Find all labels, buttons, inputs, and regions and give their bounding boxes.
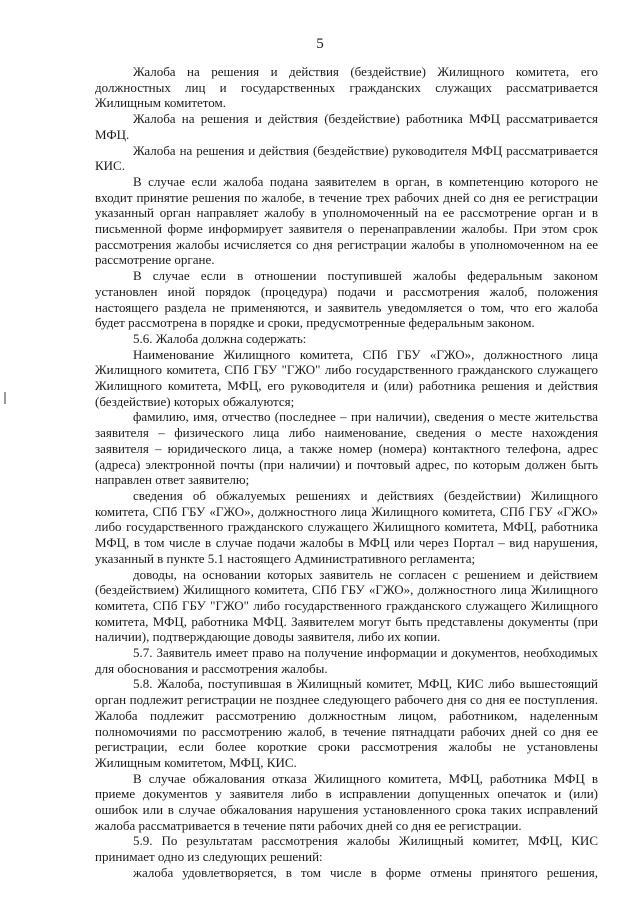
paragraph-5-9: 5.9. По результатам рассмотрения жалобы Жилищный комитет, МФЦ, КИС принимает одно из следующих решений: (95, 833, 598, 865)
paragraph-refusal-appeal: В случае обжалования отказа Жилищного комитета, МФЦ, работника МФЦ в приеме документов у заявителя либо в исправлении допущенных опечаток и (или) ошибок или в случае обжалования нарушения установленного срока таких исправлений жалоба рассматривается в течение пяти рабочих дней со дня ее регистрации. (95, 770, 598, 833)
paragraph-federal-law: В случае если в отношении поступившей жалобы федеральным законом установлен иной порядок (процедура) подачи и рассмотрения жалоб, положения настоящего раздела не применяются, и заявитель уведомляется о том, что его жалоба будет рассмотрена в порядке и сроки, предусмотренные федеральным законом. (95, 268, 598, 331)
document-body (95, 64, 598, 881)
paragraph-complaint-satisfied: жалоба удовлетворяется, в том числе в форме отмены принятого решения, (133, 864, 598, 880)
paragraph-arguments-item: доводы, на основании которых заявитель не согласен с решением и действием (бездействием) Жилищного комитета, СПб ГБУ «ГЖО», должностного лица Жилищного комитета, СПб ГБУ "ГЖО" либо государственного гражданского служащего Жилищного комитета, МФЦ, работника МФЦ. Заявителем могут быть представлены документы (при наличии), подтверждающие доводы заявителя, либо их копии. (95, 566, 598, 645)
paragraph-5-7: 5.7. Заявитель имеет право на получение информации и документов, необходимых для обоснования и рассмотрения жалобы. (95, 645, 598, 676)
paragraph-name-item: Наименование Жилищного комитета, СПб ГБУ «ГЖО», должностного лица Жилищного комитета, СПб ГБУ "ГЖО" либо государственного гражданского служащего Жилищного комитета, МФЦ, его руководителя и (или) работника решения и действия (бездействие) которых обжалуются; (95, 346, 598, 409)
paragraph-complaint-committee: Жалоба на решения и действия (бездействие) Жилищного комитета, его должностных лиц и государственных гражданских служащих рассматривается Жилищным комитетом. (95, 64, 598, 111)
paragraph-decisions-item: сведения об обжалуемых решениях и действиях (бездействии) Жилищного комитета, СПб ГБУ «ГЖО», должностного лица Жилищного комитета, СПб ГБУ «ГЖО» либо государственного гражданского служащего Жилищного комитета, МФЦ, работника МФЦ, в том числе в случае подачи жалобы в МФЦ или через Портал – вид нарушения, указанный в пункте 5.1 настоящего Административного регламента; (95, 487, 598, 566)
margin-mark (4, 392, 6, 404)
page-number: 5 (316, 36, 324, 52)
paragraph-applicant-item: фамилию, имя, отчество (последнее – при наличии), сведения о месте жительства заявителя – физического лица либо наименование, сведения о месте нахождения заявителя – юридического лица, а также номер (номера) контактного телефона, адрес (адреса) электронной почты (при наличии) и почтовый адрес, по которым должен быть направлен ответ заявителю; (95, 409, 598, 488)
paragraph-redirect: В случае если жалоба подана заявителем в орган, в компетенцию которого не входит принятие решения по жалобе, в течение трех рабочих дней со дня ее регистрации указанный орган направляет жалобу в уполномоченный на ее рассмотрение орган и в письменной форме информирует заявителя о перенаправлении жалобы. При этом срок рассмотрения жалобы исчисляется со дня регистрации жалобы в уполномоченном на ее рассмотрение органе. (95, 173, 598, 268)
paragraph-complaint-mfc-head: Жалоба на решения и действия (бездействие) руководителя МФЦ рассматривается КИС. (95, 142, 598, 174)
paragraph-5-6: 5.6. Жалоба должна содержать: (133, 330, 307, 346)
paragraph-5-8: 5.8. Жалоба, поступившая в Жилищный комитет, МФЦ, КИС либо вышестоящий орган подлежит регистрации не позднее следующего рабочего дня со дня ее поступления. Жалоба подлежит рассмотрению должностным лицом, работником, наделенным полномочиями по рассмотрению жалоб, в течение пятнадцати рабочих дней со дня ее регистрации, если более короткие сроки рассмотрения жалобы не установлены Жилищным комитетом, МФЦ, КИС. (95, 676, 598, 770)
paragraph-complaint-mfc-worker: Жалоба на решения и действия (бездействие) работника МФЦ рассматривается МФЦ. (95, 111, 598, 142)
